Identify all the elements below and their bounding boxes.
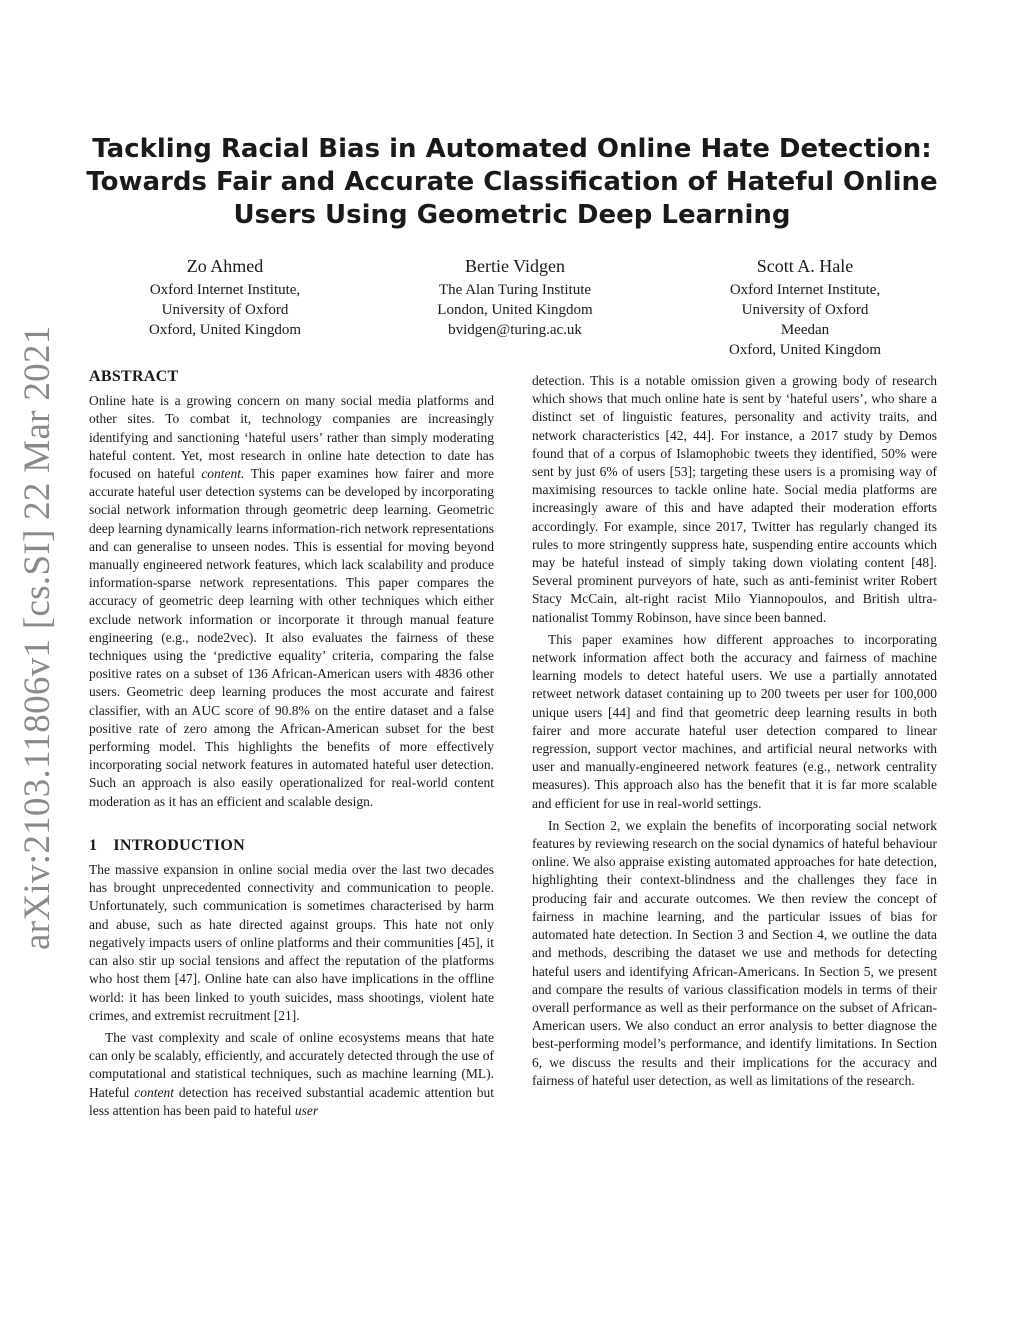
title-line-1: Tackling Racial Bias in Automated Online Hate Detection: (92, 134, 932, 164)
author-name: Scott A. Hale (756, 256, 854, 276)
section-title: INTRODUCTION (113, 836, 245, 854)
left-column (89, 368, 494, 1120)
author-affiliation: Meedan (780, 322, 830, 338)
author-affiliation: London, United Kingdom (437, 302, 593, 318)
author-affiliation: University of Oxford (161, 302, 289, 318)
author-email: bvidgen@turing.ac.uk (448, 322, 582, 338)
paper-title (80, 133, 944, 232)
author-block (670, 254, 940, 360)
author-block (90, 254, 360, 360)
intro-paragraph-3: detection. This is a notable omission given a growing body of research which shows that much online hate is sent by ‘hateful users’, who share a distinct set of linguistic features, personality and activity traits, and network characteristics [42, 44]. For instance, a 2017 study by Demos found that of a corpus of Islamophobic tweets they identified, 50% were sent by just 6% of users [53]; targeting these users is a promising way of maximising resources to tackle online hate. Social media platforms are increasingly aware of this and have adapted their moderation efforts accordingly. For example, since 2017, Twitter has regularly changed its rules to more stringently suppress hate, suspending entire accounts which may be hateful instead of simply taking down violating content [48]. Several prominent purveyors of hate, such as anti-feminist writer Robert Stacy McCain, alt-right racist Milo Yiannopoulos, and British ultra-nationalist Tommy Robinson, have since been banned. (532, 373, 937, 625)
abstract-heading: ABSTRACT (89, 368, 179, 385)
section-number: 1 (89, 836, 98, 854)
intro-paragraph-4: This paper examines how different approaches to incorporating network information affect both the accuracy and fairness of machine learning models to detect hateful users. We use a partially annotated retweet network dataset containing up to 200 tweets per user for 100,000 unique users [44] and find that geometric deep learning results in both fairer and more accurate hateful user detection compared to linear regression, support vector machines, and artificial neural networks with user and manually-engineered network features (e.g., network centrality measures). This approach also has the benefit that it is far more scalable and efficient for use in real-world settings. (532, 631, 937, 811)
introduction-heading (89, 837, 494, 855)
author-affiliation: Oxford Internet Institute, (729, 282, 881, 298)
author-affiliation: Oxford, United Kingdom (728, 342, 882, 358)
right-column (532, 372, 937, 1090)
author-affiliation: The Alan Turing Institute (438, 282, 592, 298)
author-affiliation: Oxford, United Kingdom (148, 322, 302, 338)
intro-paragraph-2: The vast complexity and scale of online ecosystems means that hate can only be scalably, efficiently, and accurately detected through the use of computational and statistical techniques, such as machine learning (ML). Hateful content detection has received substantial academic attention but less attention has been paid to hateful user (89, 1029, 494, 1118)
intro-paragraph-5: In Section 2, we explain the benefits of incorporating social network features by reviewing research on the social dynamics of hateful behaviour online. We also appraise existing automated approaches for hate detection, highlighting their context-blindness and the challenges they face in producing fair and accurate outcomes. We then review the concept of fairness in machine learning, and the particular issues of bias for automated hate detection. In Section 3 and Section 4, we outline the data and methods, describing the dataset we use and methods for detecting hateful users and identifying African-Americans. In Section 5, we present and compare the results of various classification models in terms of their overall performance as well as their performance on the subset of African-American users. We also conduct an error analysis to better diagnose the best-performing model’s performance, and identify limitations. In Section 6, we discuss the results and their implications for the accuracy and fairness of hateful user detection, as well as limitations of the research. (532, 817, 937, 1088)
author-name: Zo Ahmed (186, 256, 264, 276)
author-affiliation: University of Oxford (741, 302, 869, 318)
author-list (90, 254, 940, 360)
arxiv-identifier-stamp (17, 325, 62, 950)
author-block (380, 254, 650, 360)
author-affiliation: Oxford Internet Institute, (149, 282, 301, 298)
intro-paragraph-1: The massive expansion in online social media over the last two decades has brought unprecedented connectivity and communication to people. Unfortunately, such communication is sometimes characterised by harm and abuse, such as hate directed against groups. This hate not only negatively impacts users of online platforms and their communities [45], it can also stir up social tensions and affect the reputation of the platforms who host them [47]. Online hate can also have implications in the offline world: it has been linked to youth suicides, mass shootings, violent hate crimes, and extremist recruitment [21]. (89, 862, 494, 1023)
title-line-2: Towards Fair and Accurate Classification of Hateful Online (86, 167, 938, 197)
title-line-3: Users Using Geometric Deep Learning (233, 200, 791, 230)
arxiv-identifier-text: arXiv:2103.11806v1 [cs.SI] 22 Mar 2021 (17, 325, 58, 950)
abstract-paragraph: Online hate is a growing concern on many social media platforms and other sites. To combat it, technology companies are increasingly identifying and sanctioning ‘hateful users’ rather than simply moderating hateful content. Yet, most research in online hate detection to date has focused on hateful content. This paper examines how fairer and more accurate hateful user detection systems can be developed by incorporating social network information through geometric deep learning. Geometric deep learning dynamically learns information-rich network representations and can generalise to unseen nodes. This is essential for moving beyond manually engineered network features, which lack scalability and produce information-sparse network representations. This paper compares the accuracy of geometric deep learning with other techniques which either exclude network information or incorporate it through manual feature engineering (e.g., node2vec). It also evaluates the fairness of these techniques using the ‘predictive equality’ criteria, comparing the false positive rates on a subset of 136 African-American users with 4836 other users. Geometric deep learning produces the most accurate and fairest classifier, with an AUC score of 90.8% on the entire dataset and a false positive rate of zero among the African-American subset for the best performing model. This highlights the benefits of more effectively incorporating social network features in automated hateful user detection. Such an approach is also easily operationalized for real-world content moderation as it has an efficient and scalable design. (89, 393, 494, 809)
author-name: Bertie Vidgen (464, 256, 566, 276)
